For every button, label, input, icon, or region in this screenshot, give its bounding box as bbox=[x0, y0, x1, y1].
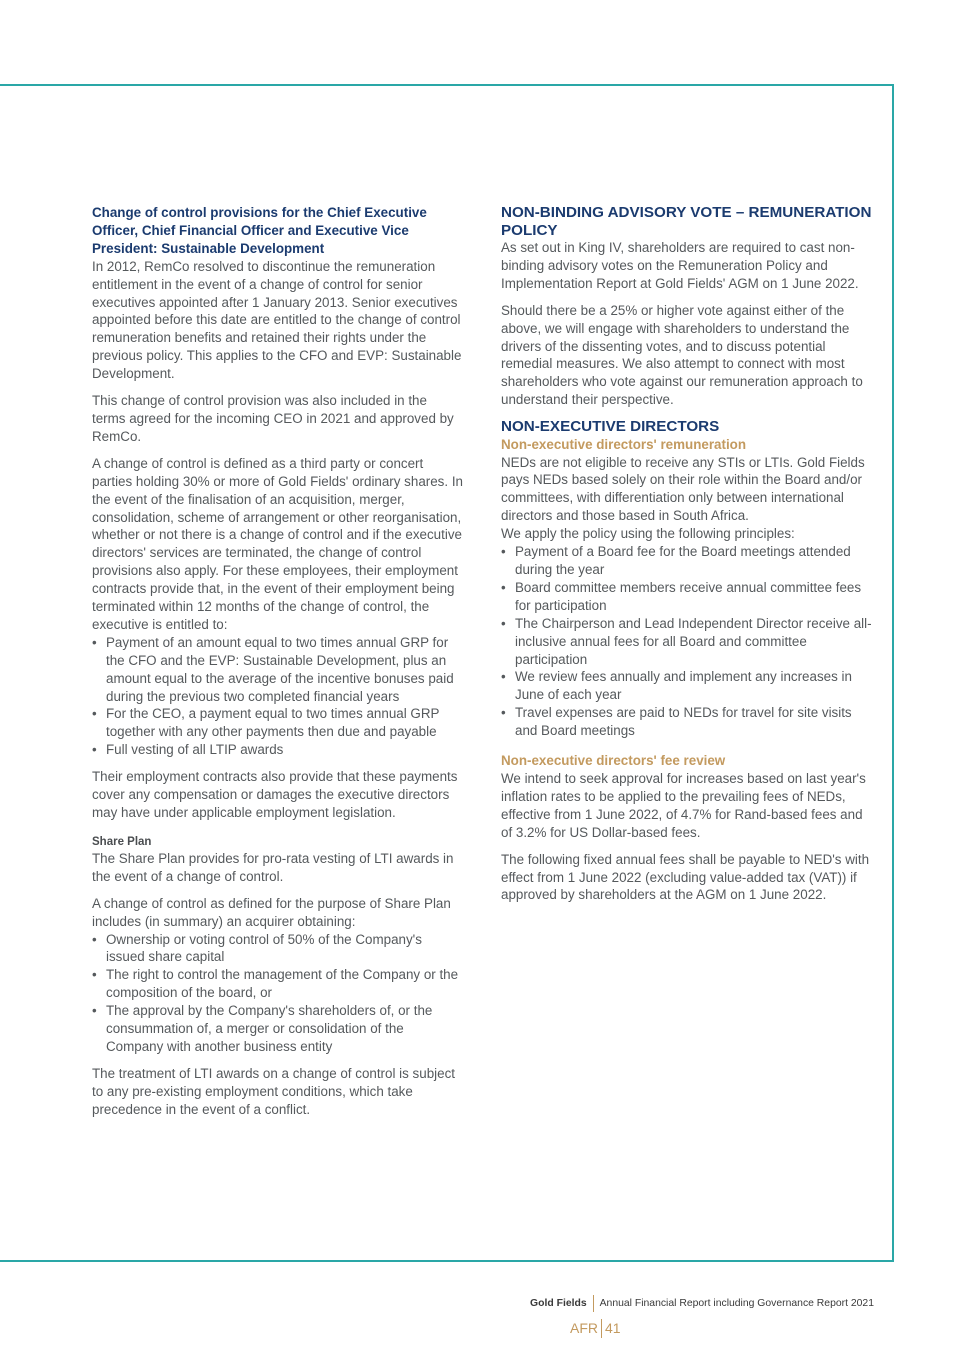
list-item: • We review fees annually and implement any increases in June of each year bbox=[501, 668, 877, 704]
list-item: • Ownership or voting control of 50% of the Company's issued share capital bbox=[92, 931, 464, 967]
footer bbox=[530, 1294, 874, 1312]
paragraph: The following fixed annual fees shall be payable to NED's with effect from 1 June 2022 (excluding value-added tax (VAT)) if approved by shareholders at the AGM on 1 June 2022. bbox=[501, 851, 870, 903]
list-item: • Board committee members receive annual committee fees for participation bbox=[501, 579, 877, 615]
bullet-list bbox=[92, 931, 464, 1056]
list-item: • The right to control the management of the Company or the composition of the board, or bbox=[92, 966, 464, 1002]
list-item: • Travel expenses are paid to NEDs for travel for site visits and Board meetings bbox=[501, 704, 877, 740]
paragraph: A change of control is defined as a third party or concert parties holding 30% or more of Gold Fields' ordinary shares. In the event of the finalisation of an acquisition, merger, consolidation, scheme of arrangement or other reorganisation, whether or not there is a change of control and if the executive directors' services are terminated, the change of control provisions also apply. For these employees, their employment contracts provide that, in the event of their employment being terminated within 12 months of the change of control, the executive is entitled to: bbox=[92, 455, 463, 632]
bullet-list bbox=[92, 634, 464, 759]
paragraph: We intend to seek approval for increases based on last year's inflation rates to be applied to the prevailing fees of NEDs, effective from 1 June 2022, of 4.7% for Rand-based fees and of 3.2% for US Dollar-based fees. bbox=[501, 770, 866, 840]
right-column bbox=[501, 204, 877, 913]
list-item: • The approval by the Company's shareholders of, or the consummation of, a merger or consolidation of the Company with another business entity bbox=[92, 1002, 464, 1056]
section-label: AFR bbox=[570, 1320, 598, 1336]
paragraph: As set out in King IV, shareholders are required to cast non-binding advisory votes on the Remuneration Policy and Implementation Report at Gold Fields' AGM on 1 June 2022. bbox=[501, 240, 859, 291]
change-of-control-heading: Change of control provisions for the Chief Executive Officer, Chief Financial Officer and Executive Vice President: Sustainable Development bbox=[92, 205, 427, 256]
ned-fee-review-subheading: Non-executive directors' fee review bbox=[501, 753, 726, 769]
paragraph: A change of control as defined for the purpose of Share Plan includes (in summary) an acquirer obtaining: bbox=[92, 895, 451, 929]
paragraph: The treatment of LTI awards on a change of control is subject to any pre-existing employment conditions, which take precedence in the event of a conflict. bbox=[92, 1065, 455, 1117]
list-item: • The Chairperson and Lead Independent Director receive all-inclusive annual fees for all Board and committee participation bbox=[501, 615, 877, 669]
page-number-block bbox=[570, 1318, 621, 1338]
ned-remuneration-subheading: Non-executive directors' remuneration bbox=[501, 436, 747, 452]
list-item: • Payment of a Board fee for the Board meetings attended during the year bbox=[501, 543, 877, 579]
non-executive-directors-heading: NON-EXECUTIVE DIRECTORS bbox=[501, 418, 720, 436]
advisory-vote-heading: NON-BINDING ADVISORY VOTE – REMUNERATION POLICY bbox=[501, 204, 872, 239]
paragraph: This change of control provision was also included in the terms agreed for the incoming CEO in 2021 and approved by RemCo. bbox=[92, 393, 454, 444]
left-column bbox=[92, 204, 464, 1128]
page-number: 41 bbox=[605, 1320, 621, 1336]
page-number-divider bbox=[601, 1319, 602, 1338]
paragraph: Their employment contracts also provide that these payments cover any compensation or damages the executive directors may have under applicable employment legislation. bbox=[92, 769, 458, 820]
bullet-list bbox=[501, 543, 877, 740]
list-item: • Full vesting of all LTIP awards bbox=[92, 741, 464, 759]
paragraph: The Share Plan provides for pro-rata vesting of LTI awards in the event of a change of control. bbox=[92, 850, 454, 884]
share-plan-heading: Share Plan bbox=[92, 835, 152, 848]
paragraph: In 2012, RemCo resolved to discontinue the remuneration entitlement in the event of a change of control for senior executives appointed after 1 January 2013. Senior executives appointed before this date are entitled to the change of control remuneration benefits and retained their rights under the previous policy. This applies to the CFO and EVP: Sustainable Development. bbox=[92, 258, 462, 382]
paragraph: We apply the policy using the following principles: bbox=[501, 526, 795, 542]
footer-divider bbox=[593, 1295, 594, 1312]
paragraph: Should there be a 25% or higher vote against either of the above, we will engage with shareholders to understand the drivers of the dissenting votes, and to discuss potential remedial measures. We also attempt to connect with most shareholders who vote against our remuneration approach to understand their perspective. bbox=[501, 302, 863, 408]
paragraph: NEDs are not eligible to receive any STIs or LTIs. Gold Fields pays NEDs based solely on their role within the Board and/or committees, with differentiation only between international directors and those based in South Africa. bbox=[501, 454, 865, 524]
list-item: • For the CEO, a payment equal to two times annual GRP together with any other payments then due and payable bbox=[92, 705, 464, 741]
list-item: • Payment of an amount equal to two times annual GRP for the CFO and the EVP: Sustainable Development, plus an amount equal to the average of the incentive bonuses paid during the previous two completed financial years bbox=[92, 634, 464, 706]
footer-brand: Gold Fields bbox=[530, 1297, 587, 1309]
footer-report-title: Annual Financial Report including Governance Report 2021 bbox=[599, 1297, 874, 1309]
